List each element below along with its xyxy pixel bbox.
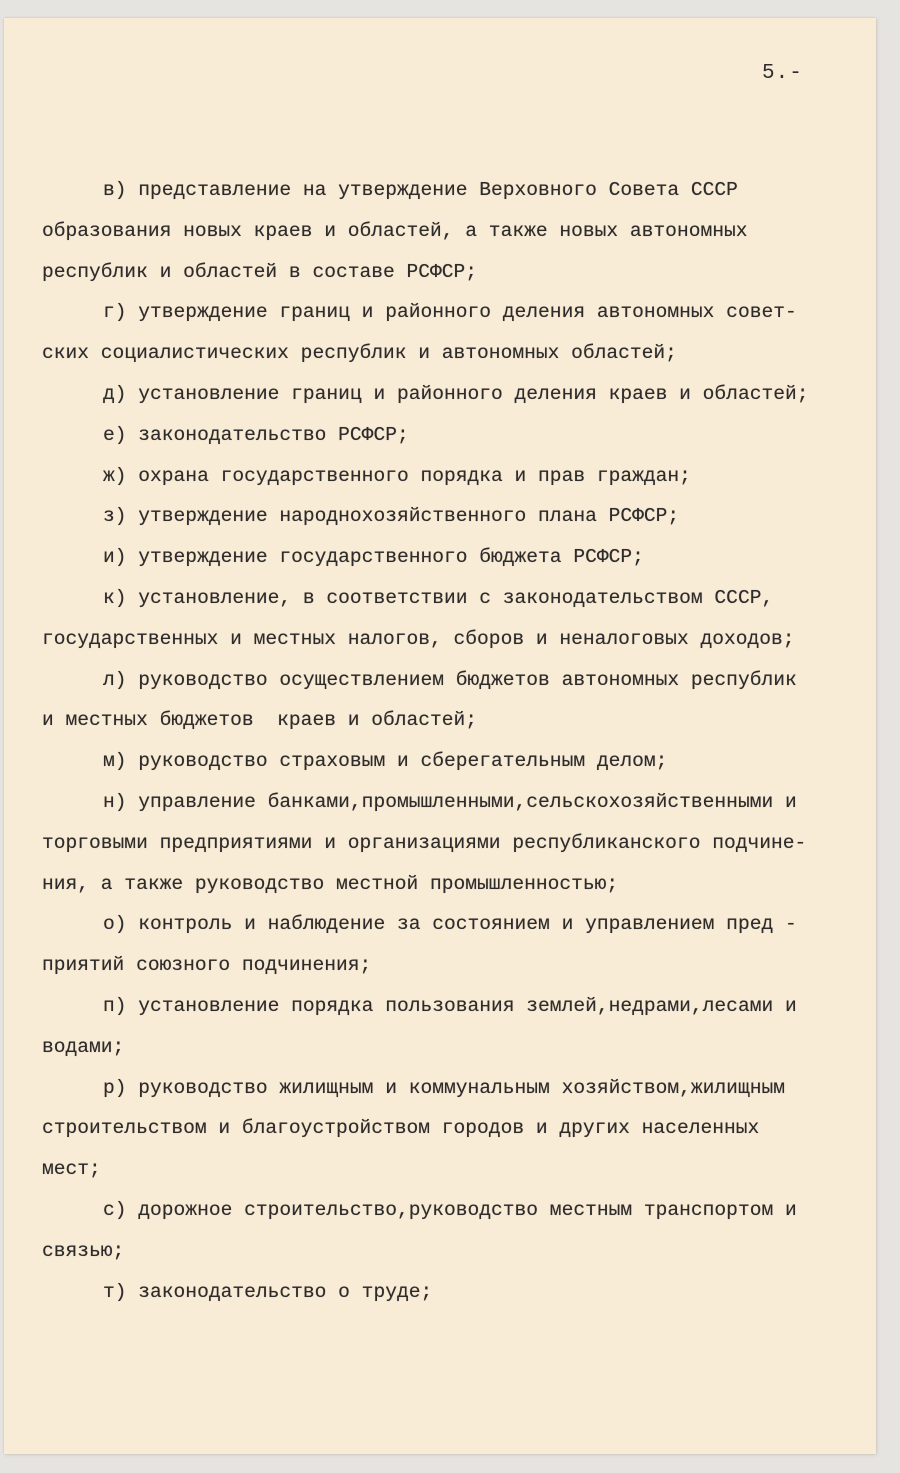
text-line: м) руководство страховым и сберегательным делом; — [103, 750, 668, 773]
text-line: л) руководство осуществлением бюджетов автономных республик — [103, 668, 797, 691]
text-line: з) утверждение народнохозяйственного плана РСФСР; — [103, 505, 680, 528]
text-line: строительством и благоустройством городов и других населенных — [42, 1117, 760, 1140]
text-line: п) установление порядка пользования землей,недрами,лесами и — [103, 994, 797, 1017]
text-line: е) законодательство РСФСР; — [103, 423, 409, 446]
text-line: мест; — [42, 1158, 101, 1181]
text-line: и местных бюджетов краев и областей; — [42, 709, 478, 732]
text-line: д) установление границ и районного деления краев и областей; — [103, 382, 809, 405]
text-line: образования новых краев и областей, а также новых автономных — [42, 219, 748, 242]
text-line: связью; — [42, 1239, 125, 1262]
text-line: г) утверждение границ и районного деления автономных совет- — [103, 301, 797, 324]
text-line: и) утверждение государственного бюджета РСФСР; — [103, 546, 644, 569]
text-line: ских социалистических республик и автономных областей; — [42, 342, 677, 365]
text-line: о) контроль и наблюдение за состоянием и управлением пред - — [103, 913, 797, 936]
text-line: государственных и местных налогов, сборов и неналоговых доходов; — [42, 627, 795, 650]
text-line: водами; — [42, 1035, 125, 1058]
text-line: в) представление на утверждение Верховного Совета СССР — [103, 179, 738, 201]
text-line: к) установление, в соответствии с законодательством СССР, — [103, 586, 774, 609]
text-line: р) руководство жилищным и коммунальным хозяйством,жилищным — [103, 1076, 785, 1099]
page-number: 5.- — [762, 62, 803, 85]
text-line: торговыми предприятиями и организациями республиканского подчине- — [42, 831, 807, 854]
text-line: приятий союзного подчинения; — [42, 954, 372, 977]
text-line: н) управление банками,промышленными,сельскохозяйственными и — [103, 790, 797, 813]
text-line: ж) охрана государственного порядка и прав граждан; — [103, 464, 691, 487]
text-line: т) законодательство о труде; — [103, 1280, 433, 1303]
text-line: республик и областей в составе РСФСР; — [42, 260, 478, 283]
document-body — [42, 170, 862, 1312]
text-line: с) дорожное строительство,руководство местным транспортом и — [103, 1198, 797, 1221]
text-line: ния, а также руководство местной промышленностью; — [42, 872, 619, 895]
